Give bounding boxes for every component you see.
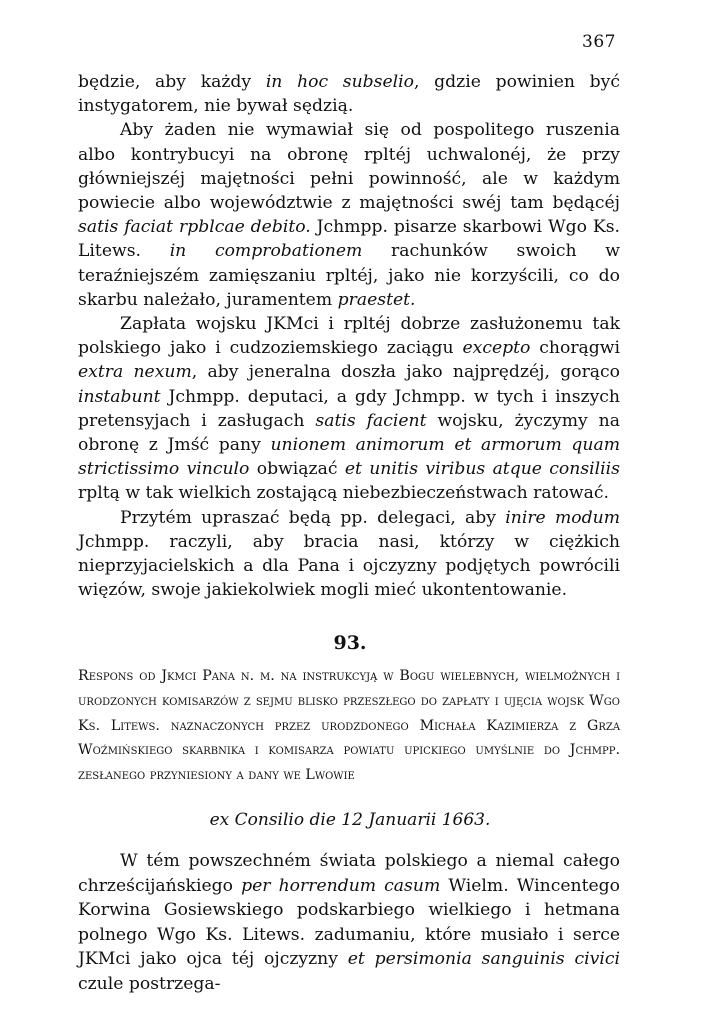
italic-phrase: extra nexum xyxy=(78,362,192,383)
paragraph: Przytém upraszać będą pp. delegaci, aby inire modum Jchmpp. raczyli, aby bracia nasi, którzy w ciężkich nieprzyjacielskich a dla Pana i ojczyzny podjętych powrócili więzów, swoje jakiekolwiek mogli mieć ukontentowanie. xyxy=(78,507,621,601)
italic-phrase: instabunt xyxy=(78,386,161,407)
section-number: 93. xyxy=(333,632,367,654)
italic-phrase: satis faciat rpblcae debito. xyxy=(78,217,311,238)
section-heading-date: ex Consilio die 12 Januarii 1663. xyxy=(209,810,491,830)
italic-phrase: unionem animorum et armorum quam strictissimo vinculo xyxy=(78,435,621,480)
italic-phrase: per horrendum casum xyxy=(241,875,441,896)
italic-phrase: et persimonia sanguinis civici xyxy=(347,949,620,970)
paragraph: będzie, aby każdy in hoc subselio, gdzie powinien być instygatorem, nie bywał sędzią. xyxy=(78,72,620,117)
paragraph: Zapłata wojsku JKMci i rpltéj dobrze zasłużonemu tak polskiego jako i cudzoziemskiego zaciągu excepto chorągwi extra nexum, aby jeneralna doszła jako najprędzéj, gorąco instabunt Jchmpp. deputaci, a gdy Jchmpp. w tych i inszych pretensyjach i zasługach satis facient wojsku, życzymy na obronę z Jmść pany unionem animorum et armorum quam strictissimo vinculo obwiązać et unitis viribus atque consiliis rpltą w tak wielkich zostającą niebezbieczeństwach ratować. xyxy=(78,314,621,504)
page-number: 367 xyxy=(582,32,616,52)
italic-phrase: satis facient xyxy=(315,410,427,431)
body-text xyxy=(78,70,620,602)
paragraph: Aby żaden nie wymawiał się od pospolitego ruszenia albo kontrybucyi na obronę rpltéj uchwalonéj, że przy główniejszéj majętności pełni powinność, ale w każdym powiecie albo województwie z majętności swéj tam będącéj satis faciat rpblcae debito. Jchmpp. pisarze skarbowi Wgo Ks. Litews. in comprobationem rachunków swoich w teraźniejszém zamięszaniu rpltéj, jako nie korzyścili, co do skarbu należało, juramentem praestet. xyxy=(78,120,620,310)
italic-phrase: inire modum xyxy=(505,507,621,528)
paragraph: W tém powszechném świata polskiego a niemal całego chrześcijańskiego per horrendum casum Wielm. Wincentego Korwina Gosiewskiego podskarbiego wielkiego i hetmana polnego Wgo Ks. Litews. zadumaniu, które musiało i serce JKMci jako ojca téj ojczyzny et persimonia sanguinis civici czule postrzega- xyxy=(78,851,620,994)
italic-phrase: in hoc subselio xyxy=(265,72,415,92)
italic-phrase: et unitis viribus atque consiliis xyxy=(344,459,620,480)
italic-phrase: in comprobationem xyxy=(169,241,363,262)
italic-phrase: excepto xyxy=(462,338,531,359)
section-heading: Respons od Jkmci Pana n. m. na instrukcyją w Bogu wielebnych, wielmożnych i urodzonych komisarzów z sejmu blisko przeszłego do zapłaty i ujęcia wojsk Wgo Ks. Litews. naznaczonych przez urodzdonego Michała Kazimierza z Grza Woźmińskiego skarbnika i komisarza powiatu upickiego umyślnie do Jchmpp. zesłanego przyniesiony a dany we Lwowie xyxy=(78,668,621,784)
body-text-after-heading xyxy=(78,849,620,997)
italic-phrase: praestet. xyxy=(337,289,416,310)
